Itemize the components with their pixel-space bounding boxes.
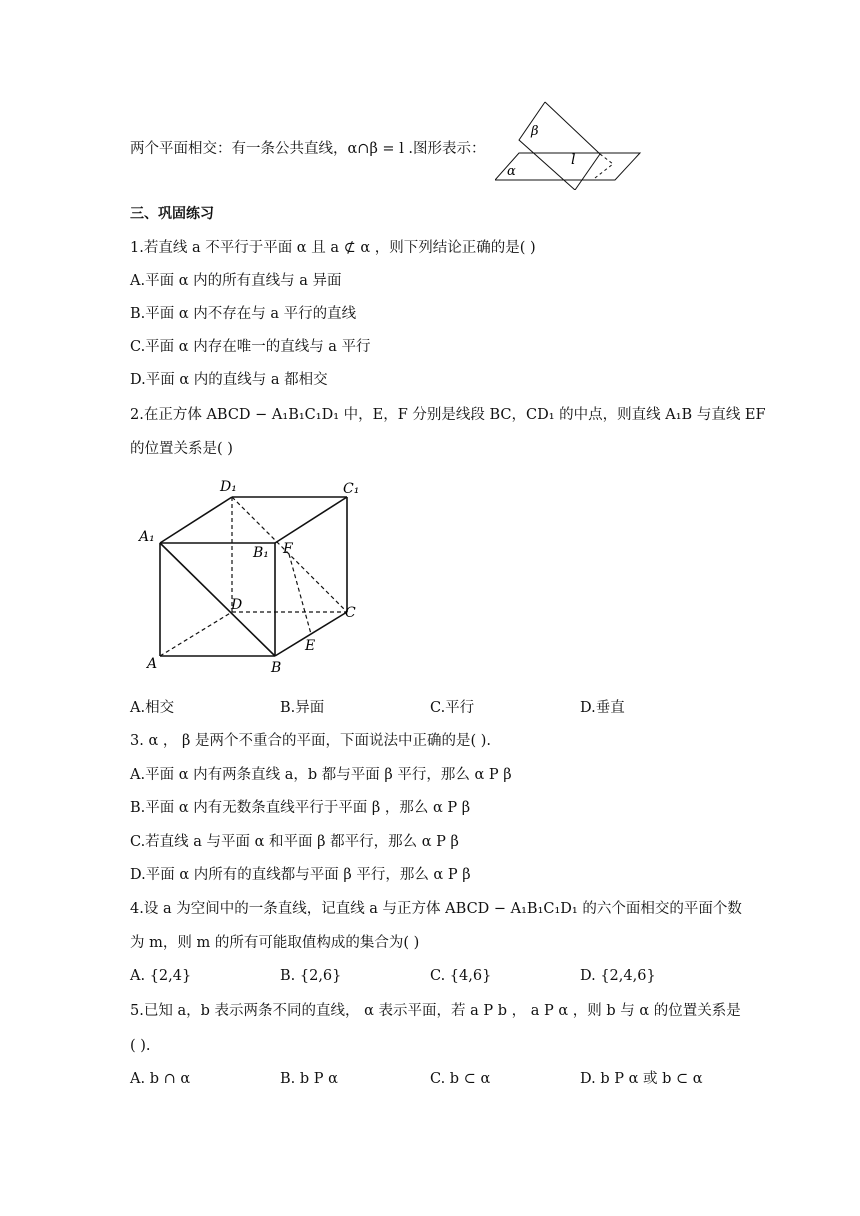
q2-options — [130, 698, 690, 718]
q2-option-c: C.平行 — [430, 700, 475, 716]
cube-figure — [135, 475, 375, 685]
q3-option-c: C.若直线 a 与平面 α 和平面 β 都平行，那么 α P β — [130, 834, 459, 850]
label-a1: A₁ — [139, 529, 155, 545]
q5-option-b: B. b P α — [280, 1071, 338, 1087]
label-f: F — [283, 541, 293, 557]
label-c: C — [345, 605, 356, 621]
q2-option-a: A.相交 — [130, 700, 175, 716]
q5-option-c: C. b ⊂ α — [430, 1071, 491, 1087]
q2-option-d: D.垂直 — [580, 700, 625, 716]
q5-stem-line2: ( ). — [130, 1038, 151, 1054]
q1-stem: 1.若直线 a 不平行于平面 α 且 a ⊄ α ，则下列结论正确的是( ) — [130, 240, 536, 256]
q4-option-b: B. {2,6} — [280, 968, 342, 984]
label-l: l — [571, 152, 576, 168]
q5-stem-line1: 5.已知 a，b 表示两条不同的直线， α 表示平面，若 a P b ， a P α ，则 b 与 α 的位置关系是 — [130, 1003, 741, 1019]
q4-stem-line2: 为 m，则 m 的所有可能取值构成的集合为( ) — [130, 935, 420, 951]
q2-stem-line1: 2.在正方体 ABCD − A₁B₁C₁D₁ 中，E，F 分别是线段 BC，CD₁ 的中点，则直线 A₁B 与直线 EF — [130, 407, 766, 423]
q1-option-a: A.平面 α 内的所有直线与 a 异面 — [130, 273, 342, 289]
q5-option-d: D. b P α 或 b ⊂ α — [580, 1071, 703, 1087]
q5-option-a: A. b ∩ α — [130, 1071, 191, 1087]
intersect-intro: 两个平面相交：有一条公共直线，α∩β = l .图形表示： — [130, 141, 486, 157]
q2-option-b: B.异面 — [280, 700, 325, 716]
q4-options — [130, 966, 690, 986]
q2-stem-line2: 的位置关系是( ) — [130, 441, 233, 457]
label-e: E — [305, 638, 316, 654]
label-c1: C₁ — [343, 481, 360, 497]
intersecting-planes-figure — [495, 98, 645, 190]
q3-option-d: D.平面 α 内所有的直线都与平面 β 平行，那么 α P β — [130, 867, 471, 883]
label-d: D — [231, 597, 243, 613]
q1-option-d: D.平面 α 内的直线与 a 都相交 — [130, 372, 328, 388]
label-b1: B₁ — [253, 545, 269, 561]
label-b: B — [271, 660, 282, 676]
q3-option-a: A.平面 α 内有两条直线 a，b 都与平面 β 平行，那么 α P β — [130, 767, 512, 783]
q4-stem-line1: 4.设 a 为空间中的一条直线，记直线 a 与正方体 ABCD − A₁B₁C₁D₁ 的六个面相交的平面个数 — [130, 901, 742, 917]
q1-option-c: C.平面 α 内存在唯一的直线与 a 平行 — [130, 339, 371, 355]
label-beta: β — [531, 124, 539, 139]
q1-option-b: B.平面 α 内不存在与 a 平行的直线 — [130, 306, 357, 322]
section-title: 三、巩固练习 — [130, 206, 214, 222]
q4-option-d: D. {2,4,6} — [580, 968, 656, 984]
q4-option-a: A. {2,4} — [130, 968, 192, 984]
label-alpha: α — [507, 164, 516, 179]
q3-stem: 3. α ， β 是两个不重合的平面，下面说法中正确的是( ). — [130, 733, 491, 749]
label-a: A — [147, 656, 158, 672]
q3-option-b: B.平面 α 内有无数条直线平行于平面 β ，那么 α P β — [130, 800, 471, 816]
q4-option-c: C. {4,6} — [430, 968, 492, 984]
q5-options — [130, 1069, 710, 1089]
label-d1: D₁ — [220, 479, 237, 495]
